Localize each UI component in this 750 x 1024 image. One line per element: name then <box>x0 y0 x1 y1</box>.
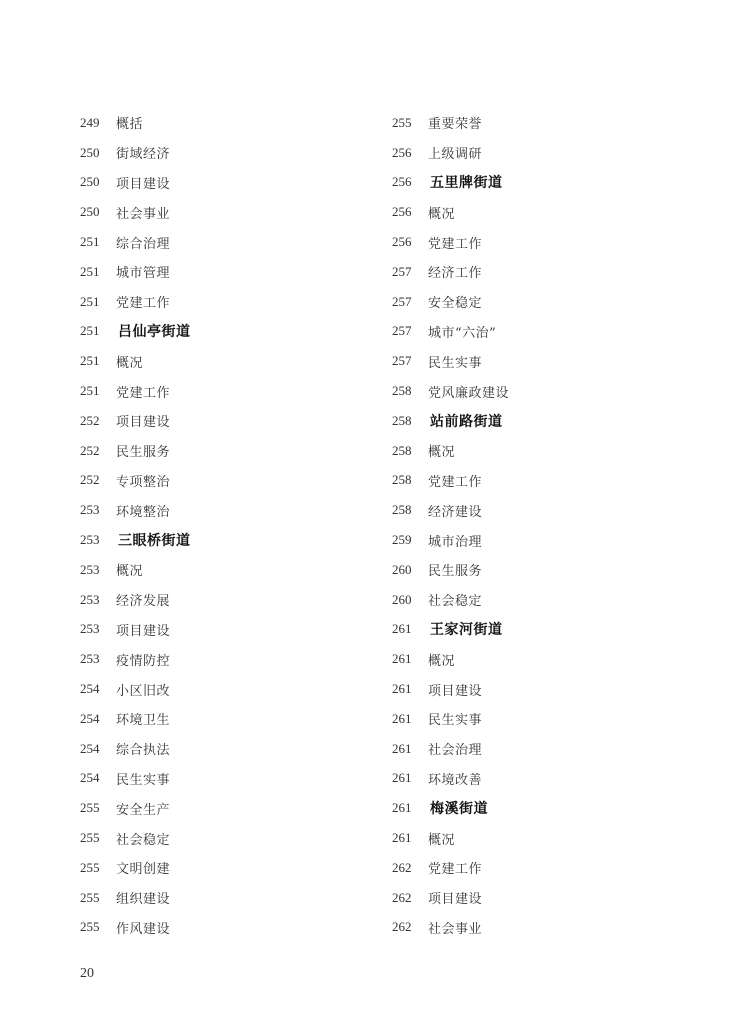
toc-entry <box>80 168 380 198</box>
toc-entry <box>80 436 380 466</box>
toc-page-number: 258 <box>392 412 412 428</box>
toc-entry <box>392 704 692 734</box>
toc-page-number: 258 <box>392 502 412 518</box>
toc-page-number: 249 <box>80 114 100 130</box>
toc-entry-title: 概括 <box>116 117 144 133</box>
toc-page-number: 250 <box>80 204 100 220</box>
toc-entry <box>392 495 692 525</box>
toc-section-heading <box>392 168 692 198</box>
toc-page-number: 262 <box>392 919 412 935</box>
toc-page-number: 258 <box>392 383 412 399</box>
toc-entry-title: 概况 <box>428 445 456 461</box>
toc-entry-title: 综合治理 <box>116 236 171 252</box>
toc-entry-title: 项目建设 <box>428 683 483 699</box>
toc-page-number: 255 <box>80 830 100 846</box>
toc-page-number: 251 <box>80 263 100 279</box>
toc-entry <box>80 913 380 943</box>
toc-entry <box>80 853 380 883</box>
toc-entry-title: 重要荣誉 <box>428 117 483 133</box>
toc-page-number: 254 <box>80 740 100 756</box>
toc-entry <box>80 704 380 734</box>
toc-page-number: 260 <box>392 591 412 607</box>
toc-entry-title: 城市“六治” <box>428 325 497 341</box>
toc-entry <box>80 734 380 764</box>
toc-entry <box>392 376 692 406</box>
toc-section-heading <box>80 317 380 347</box>
toc-entry <box>392 257 692 287</box>
toc-page-number: 253 <box>80 532 100 548</box>
toc-page-number: 257 <box>392 353 412 369</box>
toc-entry-title: 经济工作 <box>428 266 483 282</box>
toc-page-number: 252 <box>80 412 100 428</box>
toc-page-number: 257 <box>392 323 412 339</box>
toc-entry-title: 党风廉政建设 <box>428 385 510 401</box>
toc-section-heading <box>80 525 380 555</box>
toc-entry-title: 党建工作 <box>116 296 171 312</box>
toc-entry <box>392 138 692 168</box>
toc-entry <box>392 734 692 764</box>
toc-entry <box>392 346 692 376</box>
toc-entry-title: 社会稳定 <box>116 832 171 848</box>
toc-page-number: 254 <box>80 770 100 786</box>
toc-entry-title: 民生实事 <box>428 355 483 371</box>
toc-entry <box>392 555 692 585</box>
toc-section-title: 五里牌街道 <box>430 175 503 192</box>
toc-entry <box>80 883 380 913</box>
toc-entry <box>80 823 380 853</box>
toc-entry <box>392 317 692 347</box>
toc-page-number: 251 <box>80 234 100 250</box>
toc-entry-title: 疫情防控 <box>116 653 171 669</box>
toc-entry <box>392 644 692 674</box>
toc-entry-title: 项目建设 <box>428 892 483 908</box>
toc-entry-title: 经济发展 <box>116 594 171 610</box>
toc-entry <box>392 674 692 704</box>
toc-page-number: 254 <box>80 681 100 697</box>
toc-page-number: 253 <box>80 651 100 667</box>
toc-entry-title: 党建工作 <box>428 862 483 878</box>
toc-page-number: 251 <box>80 293 100 309</box>
toc-entry-title: 项目建设 <box>116 176 171 192</box>
toc-page-number: 251 <box>80 383 100 399</box>
toc-entry <box>392 525 692 555</box>
toc-entry-title: 安全生产 <box>116 802 171 818</box>
toc-page-number: 262 <box>392 859 412 875</box>
toc-entry-title: 环境整治 <box>116 504 171 520</box>
toc-entry <box>80 615 380 645</box>
toc-page-number: 259 <box>392 532 412 548</box>
toc-entry <box>392 764 692 794</box>
toc-entry-title: 环境卫生 <box>116 713 171 729</box>
toc-page-number: 261 <box>392 651 412 667</box>
toc-entry-title: 民生服务 <box>428 564 483 580</box>
toc-entry-title: 民生服务 <box>116 445 171 461</box>
toc-entry <box>80 466 380 496</box>
toc-page-number: 252 <box>80 472 100 488</box>
toc-section-title: 站前路街道 <box>430 413 503 430</box>
toc-entry-title: 经济建设 <box>428 504 483 520</box>
page-number: 20 <box>80 966 94 981</box>
toc-entry <box>80 227 380 257</box>
toc-entry-title: 安全稳定 <box>428 296 483 312</box>
toc-entry-title: 文明创建 <box>116 862 171 878</box>
toc-page-number: 256 <box>392 174 412 190</box>
toc-column-left <box>80 108 380 942</box>
toc-entry <box>80 197 380 227</box>
toc-page-number: 261 <box>392 770 412 786</box>
toc-entry <box>80 406 380 436</box>
toc-section-title: 吕仙亭街道 <box>118 324 191 341</box>
toc-entry <box>80 257 380 287</box>
toc-entry-title: 社会治理 <box>428 743 483 759</box>
toc-page-number: 261 <box>392 800 412 816</box>
toc-entry <box>80 376 380 406</box>
toc-page-number: 253 <box>80 502 100 518</box>
toc-entry-title: 社会事业 <box>116 206 171 222</box>
toc-entry <box>392 883 692 913</box>
toc-page-number: 255 <box>80 889 100 905</box>
toc-page-number: 253 <box>80 561 100 577</box>
toc-page-number: 256 <box>392 204 412 220</box>
toc-entry <box>80 585 380 615</box>
toc-page-number: 250 <box>80 174 100 190</box>
toc-entry-title: 民生实事 <box>116 772 171 788</box>
toc-entry <box>80 346 380 376</box>
toc-page-number: 260 <box>392 561 412 577</box>
toc-entry-title: 党建工作 <box>428 474 483 490</box>
toc-entry-title: 党建工作 <box>116 385 171 401</box>
toc-page-number: 261 <box>392 621 412 637</box>
toc-entry <box>392 466 692 496</box>
toc-entry <box>392 227 692 257</box>
toc-page-number: 261 <box>392 681 412 697</box>
toc-section-heading <box>392 793 692 823</box>
toc-entry <box>392 913 692 943</box>
toc-entry-title: 社会稳定 <box>428 594 483 610</box>
toc-section-title: 王家河街道 <box>430 622 503 639</box>
toc-entry-title: 概况 <box>116 564 144 580</box>
toc-page-number: 258 <box>392 442 412 458</box>
toc-page-number: 250 <box>80 144 100 160</box>
toc-page-number: 255 <box>80 919 100 935</box>
toc-entry-title: 社会事业 <box>428 921 483 937</box>
toc-entry-title: 小区旧改 <box>116 683 171 699</box>
toc-page-number: 258 <box>392 472 412 488</box>
toc-entry <box>80 108 380 138</box>
toc-entry-title: 项目建设 <box>116 623 171 639</box>
toc-page-number: 253 <box>80 621 100 637</box>
toc-entry-title: 党建工作 <box>428 236 483 252</box>
toc-entry <box>392 853 692 883</box>
toc-page-number: 261 <box>392 710 412 726</box>
toc-page-number: 256 <box>392 234 412 250</box>
toc-page-number: 261 <box>392 740 412 756</box>
toc-column-right <box>392 108 692 942</box>
toc-entry <box>80 138 380 168</box>
toc-entry-title: 概况 <box>116 355 144 371</box>
toc-page-number: 257 <box>392 263 412 279</box>
toc-section-title: 梅溪街道 <box>430 801 488 818</box>
toc-page-number: 261 <box>392 830 412 846</box>
toc-entry <box>392 287 692 317</box>
toc-page-number: 255 <box>80 859 100 875</box>
toc-entry <box>80 555 380 585</box>
toc-entry <box>80 793 380 823</box>
toc-page-number: 253 <box>80 591 100 607</box>
toc-section-title: 三眼桥街道 <box>118 533 191 550</box>
toc-entry-title: 上级调研 <box>428 147 483 163</box>
toc-entry <box>80 287 380 317</box>
toc-page-number: 254 <box>80 710 100 726</box>
toc-page-number: 255 <box>392 114 412 130</box>
toc-page-number: 256 <box>392 144 412 160</box>
toc-entry-title: 概况 <box>428 832 456 848</box>
toc-entry <box>80 674 380 704</box>
toc-entry-title: 概况 <box>428 206 456 222</box>
toc-entry-title: 城市治理 <box>428 534 483 550</box>
toc-entry <box>80 495 380 525</box>
toc-entry-title: 环境改善 <box>428 772 483 788</box>
toc-entry-title: 民生实事 <box>428 713 483 729</box>
toc-entry <box>392 197 692 227</box>
toc-entry-title: 组织建设 <box>116 892 171 908</box>
toc-entry <box>392 108 692 138</box>
toc-page-number: 262 <box>392 889 412 905</box>
toc-entry-title: 作风建设 <box>116 921 171 937</box>
toc-entry-title: 综合执法 <box>116 743 171 759</box>
toc-section-heading <box>392 615 692 645</box>
toc-entry <box>392 585 692 615</box>
toc-entry-title: 城市管理 <box>116 266 171 282</box>
toc-entry-title: 专项整治 <box>116 474 171 490</box>
toc-page-number: 251 <box>80 353 100 369</box>
toc-page-number: 255 <box>80 800 100 816</box>
toc-entry <box>392 823 692 853</box>
toc-page-number: 251 <box>80 323 100 339</box>
toc-entry <box>80 644 380 674</box>
toc-entry <box>392 436 692 466</box>
toc-entry-title: 街域经济 <box>116 147 171 163</box>
toc-page-number: 257 <box>392 293 412 309</box>
toc-entry-title: 项目建设 <box>116 415 171 431</box>
toc-page-number: 252 <box>80 442 100 458</box>
toc-entry <box>80 764 380 794</box>
toc-entry-title: 概况 <box>428 653 456 669</box>
toc-section-heading <box>392 406 692 436</box>
